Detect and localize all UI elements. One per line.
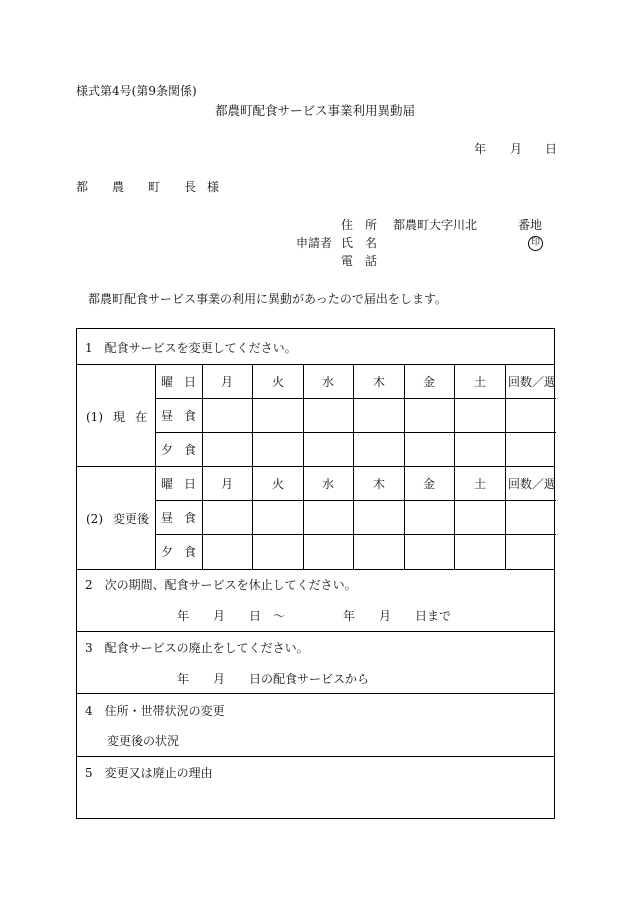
current-label-num: (1) xyxy=(86,410,103,424)
suspend-to-year: 年 xyxy=(343,609,356,623)
seal-mark xyxy=(528,235,543,251)
row-label-dinner-1a: 夕 xyxy=(161,443,174,457)
row-label-weekday-2b: 日 xyxy=(184,477,197,491)
addressee-char-1: 都 xyxy=(76,180,89,194)
row-label-weekday-1b: 日 xyxy=(184,375,197,389)
applicant-label: 申請者 xyxy=(296,236,333,250)
day-wed-2: 水 xyxy=(322,477,335,491)
suspend-tilde: 〜 xyxy=(273,609,286,623)
addressee-char-3: 町 xyxy=(148,180,161,194)
day-mon-2: 月 xyxy=(221,477,234,491)
addressee-char-4: 長 xyxy=(184,180,197,194)
address-suffix: 番地 xyxy=(518,218,543,232)
row-label-dinner-2a: 夕 xyxy=(161,545,174,559)
date-day: 日 xyxy=(545,142,558,156)
suspend-from-month: 月 xyxy=(213,609,226,623)
address-label-1: 住 xyxy=(341,218,354,232)
section1-heading: 1 配食サービスを変更してください。 xyxy=(85,341,297,355)
day-wed-1: 水 xyxy=(322,375,335,389)
name-label-1: 氏 xyxy=(341,236,354,250)
suspend-to-month: 月 xyxy=(379,609,392,623)
day-fri-2: 金 xyxy=(423,477,436,491)
section2-heading: 2 次の期間、配食サービスを休止してください。 xyxy=(85,578,357,592)
current-label-2: 在 xyxy=(135,410,148,424)
day-thu-2: 木 xyxy=(373,477,386,491)
after-status-label: 変更後の状況 xyxy=(107,734,180,748)
seal-icon: 印 xyxy=(528,236,543,251)
row-label-dinner-1b: 食 xyxy=(184,443,197,457)
name-label-2: 名 xyxy=(365,236,378,250)
suspend-from-day: 日 xyxy=(249,609,262,623)
day-tue-1: 火 xyxy=(272,375,285,389)
day-mon-1: 月 xyxy=(221,375,234,389)
abolish-month: 月 xyxy=(213,672,226,686)
address-label-2: 所 xyxy=(365,218,378,232)
day-sat-1: 土 xyxy=(474,375,487,389)
addressee-char-5: 様 xyxy=(207,180,220,194)
row-label-lunch-2b: 食 xyxy=(184,511,197,525)
row-label-weekday-1a: 曜 xyxy=(161,375,174,389)
date-month: 月 xyxy=(510,142,523,156)
row-label-lunch-1a: 昼 xyxy=(161,409,174,423)
row-label-dinner-2b: 食 xyxy=(184,545,197,559)
abolish-year: 年 xyxy=(177,672,190,686)
abolish-day-text: 日の配食サービスから xyxy=(249,672,370,686)
form-table xyxy=(76,328,555,819)
phone-label-2: 話 xyxy=(365,254,378,268)
address-value: 都農町大字川北 xyxy=(393,218,478,232)
section3-heading: 3 配食サービスの廃止をしてください。 xyxy=(85,641,309,655)
frequency-header-2: 回数／週 xyxy=(508,477,557,491)
document-title: 都農町配食サービス事業利用異動届 xyxy=(214,103,415,118)
changed-label-text: 変更後 xyxy=(113,512,150,526)
section5-heading: 5 変更又は廃止の理由 xyxy=(85,766,213,780)
form-number: 様式第4号(第9条関係) xyxy=(76,84,197,98)
suspend-from-year: 年 xyxy=(177,609,190,623)
section4-heading: 4 住所・世帯状況の変更 xyxy=(85,704,225,718)
row-label-lunch-1b: 食 xyxy=(184,409,197,423)
addressee-char-2: 農 xyxy=(112,180,125,194)
day-tue-2: 火 xyxy=(272,477,285,491)
date-year: 年 xyxy=(474,142,487,156)
changed-label-num: (2) xyxy=(86,512,103,526)
row-label-lunch-2a: 昼 xyxy=(161,511,174,525)
day-sat-2: 土 xyxy=(474,477,487,491)
day-thu-1: 木 xyxy=(373,375,386,389)
intro-text: 都農町配食サービス事業の利用に異動があったので届出をします。 xyxy=(88,292,447,306)
suspend-to-day: 日まで xyxy=(415,609,452,623)
phone-label-1: 電 xyxy=(341,254,354,268)
day-fri-1: 金 xyxy=(423,375,436,389)
current-label-1: 現 xyxy=(113,410,126,424)
frequency-header-1: 回数／週 xyxy=(508,375,557,389)
row-label-weekday-2a: 曜 xyxy=(161,477,174,491)
